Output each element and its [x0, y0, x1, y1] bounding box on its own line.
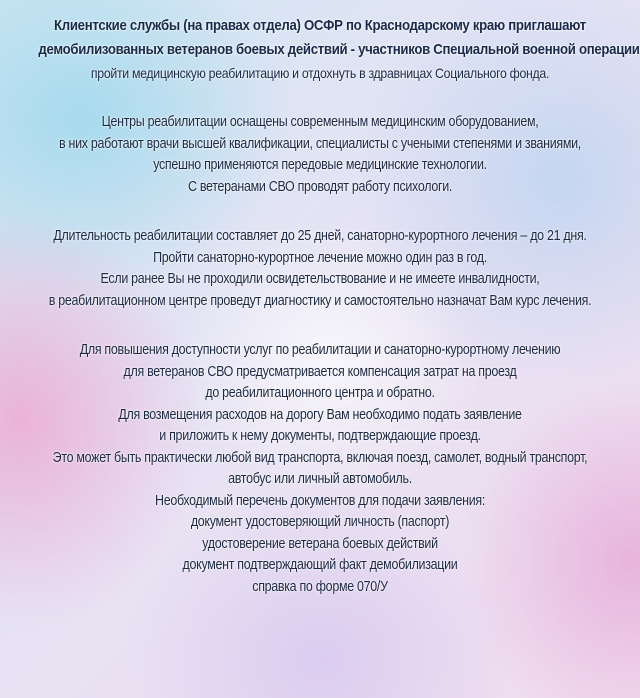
document-item: документ подтверждающий факт демобилизации [182, 557, 458, 573]
spacer [0, 312, 640, 340]
duration-section [0, 226, 640, 312]
centers-section [0, 112, 640, 198]
centers-line-3: успешно применяются передовые медицинские технологии. [153, 157, 487, 173]
compensation-line-4: Для возмещения расходов на дорогу Вам необходимо подать заявление [118, 406, 522, 423]
duration-line-4: в реабилитационном центре проведут диагностику и самостоятельно назначат Вам курс лечения. [48, 292, 592, 309]
compensation-section [0, 340, 640, 512]
spacer [0, 84, 640, 112]
centers-line-2: в них работают врачи высшей квалификации, специалисты с учеными степенями и званиями, [59, 135, 581, 152]
spacer [0, 198, 640, 226]
intro-line-3: пройти медицинскую реабилитацию и отдохнуть в здравницах Социального фонда. [90, 65, 550, 81]
compensation-line-8: Необходимый перечень документов для подачи заявления: [154, 492, 485, 509]
intro-line-1: Клиентские службы (на правах отдела) ОСФР по Краснодарскому краю приглашают [54, 17, 586, 34]
duration-line-2: Пройти санаторно-курортное лечение можно один раз в год. [153, 249, 487, 266]
compensation-line-6: Это может быть практически любой вид транспорта, включая поезд, самолет, водный транспорт, [52, 449, 588, 466]
document-item: удостоверение ветерана боевых действий [202, 535, 438, 552]
compensation-line-3: до реабилитационного центра и обратно. [205, 385, 435, 401]
centers-line-4: С ветеранами СВО проводят работу психологи. [187, 178, 453, 195]
duration-line-3: Если ранее Вы не проходили освидетельствование и не имеете инвалидности, [100, 271, 540, 287]
compensation-line-5: и приложить к нему документы, подтверждающие проезд. [159, 428, 481, 444]
document-item: справка по форме 070/У [252, 578, 388, 595]
intro-section [0, 14, 640, 84]
duration-line-1: Длительность реабилитации составляет до 25 дней, санаторно-курортного лечения – до 21 дня. [53, 228, 587, 244]
compensation-line-7: автобус или личный автомобиль. [228, 471, 412, 487]
document-item: документ удостоверяющий личность (паспорт) [190, 514, 450, 530]
documents-list [0, 512, 640, 598]
compensation-line-2: для ветеранов СВО предусматривается компенсация затрат на проезд [123, 363, 517, 380]
centers-line-1: Центры реабилитации оснащены современным медицинским оборудованием, [101, 114, 539, 130]
intro-line-2: демобилизованных ветеранов боевых действий - участников Специальной военной операции [38, 41, 640, 58]
compensation-line-1: Для повышения доступности услуг по реабилитации и санаторно-курортному лечению [79, 342, 561, 358]
